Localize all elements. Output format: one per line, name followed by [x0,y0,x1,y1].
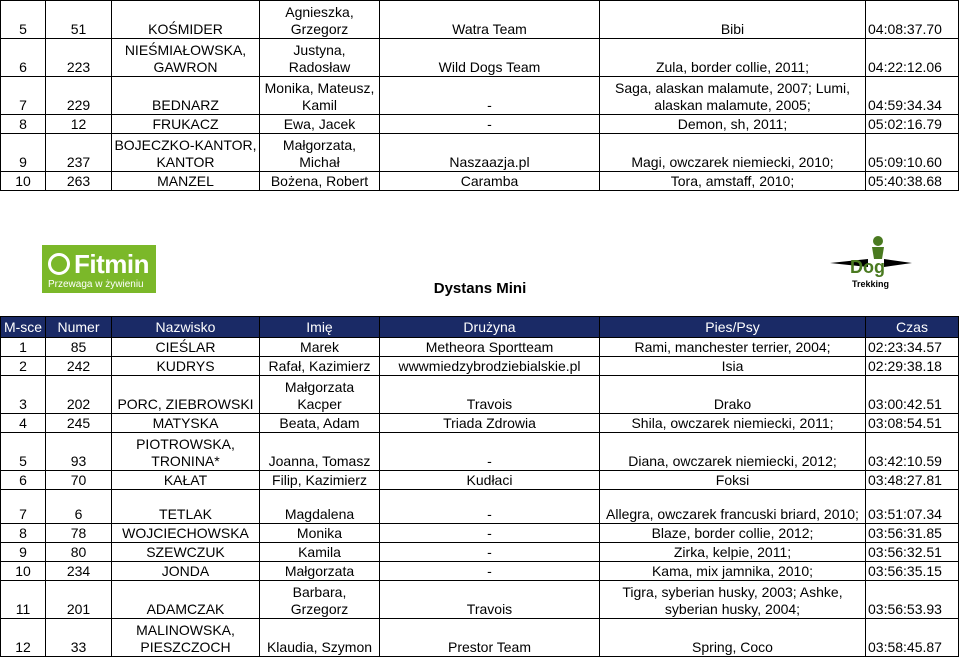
cell-num: 78 [46,524,112,543]
cell-team: - [380,524,600,543]
cell-time: 03:56:31.85 [866,524,959,543]
cell-time: 03:51:07.34 [866,490,959,524]
table-row [1,134,959,172]
cell-name: ADAMCZAK [112,581,260,619]
header-dog: Pies/Psy [600,317,866,338]
header-num: Numer [46,317,112,338]
cell-name: PIOTROWSKA, TRONINA* [112,433,260,471]
cell-dog: Rami, manchester terrier, 2004; [600,338,866,357]
cell-name: NIEŚMIAŁOWSKA, GAWRON [112,39,260,77]
cell-pos: 5 [1,1,46,39]
cell-first: Filip, Kazimierz [260,471,380,490]
cell-name: SZEWCZUK [112,543,260,562]
fitmin-logo-name: Fitmin [74,249,149,279]
cell-time: 04:08:37.70 [866,1,959,39]
cell-dog: Blaze, border collie, 2012; [600,524,866,543]
cell-team: wwwmiedzybrodziebialskie.pl [380,357,600,376]
cell-num: 223 [46,39,112,77]
cell-name: MALINOWSKA, PIESZCZOCH [112,619,260,657]
cell-pos: 11 [1,581,46,619]
table-row [1,376,959,414]
dog-logo-name: Dog [850,257,885,277]
cell-dog: Zirka, kelpie, 2011; [600,543,866,562]
cell-first: Małgorzata Kacper [260,376,380,414]
cell-num: 6 [46,490,112,524]
cell-team: Travois [380,581,600,619]
cell-time: 04:22:12.06 [866,39,959,77]
cell-dog: Tigra, syberian husky, 2003; Ashke, syberian husky, 2004; [600,581,866,619]
cell-dog: Zula, border collie, 2011; [600,39,866,77]
cell-pos: 7 [1,77,46,115]
cell-time: 02:23:34.57 [866,338,959,357]
cell-time: 05:02:16.79 [866,115,959,134]
table-row [1,357,959,376]
table-row [1,414,959,433]
cell-team: Metheora Sportteam [380,338,600,357]
cell-dog: Isia [600,357,866,376]
section-title: Dystans Mini [433,280,527,297]
cell-first: Kamila [260,543,380,562]
table-row [1,1,959,39]
cell-team: - [380,490,600,524]
cell-name: FRUKACZ [112,115,260,134]
cell-time: 03:08:54.51 [866,414,959,433]
cell-num: 242 [46,357,112,376]
cell-name: BEDNARZ [112,77,260,115]
cell-dog: Diana, owczarek niemiecki, 2012; [600,433,866,471]
cell-team: Travois [380,376,600,414]
cell-dog: Tora, amstaff, 2010; [600,172,866,191]
cell-first: Justyna, Radosław [260,39,380,77]
cell-team: Naszaazja.pl [380,134,600,172]
table-row [1,77,959,115]
table-row [1,433,959,471]
table-row [1,338,959,357]
cell-dog: Demon, sh, 2011; [600,115,866,134]
cell-team: - [380,77,600,115]
cell-dog: Foksi [600,471,866,490]
cell-name: MATYSKA [112,414,260,433]
cell-name: KOŚMIDER [112,1,260,39]
cell-first: Barbara, Grzegorz [260,581,380,619]
cell-time: 03:56:53.93 [866,581,959,619]
cell-team: - [380,543,600,562]
cell-team: Wild Dogs Team [380,39,600,77]
fitmin-logo-tagline: Przewaga w żywieniu [48,279,144,290]
cell-team: - [380,562,600,581]
cell-first: Monika [260,524,380,543]
cell-first: Agnieszka, Grzegorz [260,1,380,39]
cell-team: Watra Team [380,1,600,39]
cell-time: 03:56:35.15 [866,562,959,581]
cell-num: 229 [46,77,112,115]
header-row [1,317,959,338]
cell-team: Prestor Team [380,619,600,657]
table-row [1,172,959,191]
header-time: Czas [866,317,959,338]
cell-dog: Allegra, owczarek francuski briard, 2010; [600,490,866,524]
cell-pos: 7 [1,490,46,524]
cell-dog: Bibi [600,1,866,39]
results-table-top [0,0,959,191]
header-first: Imię [260,317,380,338]
cell-name: TETLAK [112,490,260,524]
cell-pos: 8 [1,524,46,543]
cell-name: BOJECZKO-KANTOR, KANTOR [112,134,260,172]
cell-first: Małgorzata, Michał [260,134,380,172]
cell-num: 80 [46,543,112,562]
cell-first: Bożena, Robert [260,172,380,191]
cell-num: 85 [46,338,112,357]
cell-pos: 5 [1,433,46,471]
cell-first: Małgorzata [260,562,380,581]
cell-num: 12 [46,115,112,134]
cell-name: MANZEL [112,172,260,191]
cell-first: Rafał, Kazimierz [260,357,380,376]
cell-name: JONDA [112,562,260,581]
table-row [1,471,959,490]
cell-pos: 1 [1,338,46,357]
table-row [1,524,959,543]
cell-dog: Saga, alaskan malamute, 2007; Lumi, alaskan malamute, 2005; [600,77,866,115]
table-row [1,39,959,77]
header-team: Drużyna [380,317,600,338]
header-pos: M-sce [1,317,46,338]
cell-pos: 3 [1,376,46,414]
cell-pos: 9 [1,134,46,172]
cell-time: 05:09:10.60 [866,134,959,172]
cell-first: Beata, Adam [260,414,380,433]
cell-pos: 6 [1,39,46,77]
cell-first: Klaudia, Szymon [260,619,380,657]
cell-team: Caramba [380,172,600,191]
table-row [1,115,959,134]
cell-num: 93 [46,433,112,471]
cell-first: Monika, Mateusz, Kamil [260,77,380,115]
cell-pos: 2 [1,357,46,376]
cell-time: 05:40:38.68 [866,172,959,191]
dog-logo-sub: Trekking [852,279,890,289]
cell-pos: 12 [1,619,46,657]
cell-first: Magdalena [260,490,380,524]
cell-dog: Magi, owczarek niemiecki, 2010; [600,134,866,172]
table-row [1,490,959,524]
cell-dog: Drako [600,376,866,414]
results-table-mini [0,316,959,657]
cell-num: 263 [46,172,112,191]
cell-time: 03:48:27.81 [866,471,959,490]
cell-num: 51 [46,1,112,39]
cell-name: WOJCIECHOWSKA [112,524,260,543]
cell-pos: 10 [1,172,46,191]
table-row [1,562,959,581]
cell-time: 03:58:45.87 [866,619,959,657]
cell-team: Triada Zdrowia [380,414,600,433]
cell-num: 33 [46,619,112,657]
cell-time: 03:56:32.51 [866,543,959,562]
cell-dog: Spring, Coco [600,619,866,657]
cell-dog: Shila, owczarek niemiecki, 2011; [600,414,866,433]
table-row [1,543,959,562]
cell-pos: 4 [1,414,46,433]
cell-pos: 9 [1,543,46,562]
table-row [1,619,959,657]
cell-pos: 6 [1,471,46,490]
cell-num: 202 [46,376,112,414]
cell-first: Marek [260,338,380,357]
cell-team: Kudłaci [380,471,600,490]
cell-num: 245 [46,414,112,433]
cell-name: PORC, ZIEBROWSKI [112,376,260,414]
cell-first: Joanna, Tomasz [260,433,380,471]
cell-first: Ewa, Jacek [260,115,380,134]
cell-num: 201 [46,581,112,619]
cell-num: 237 [46,134,112,172]
cell-time: 04:59:34.34 [866,77,959,115]
cell-name: KAŁAT [112,471,260,490]
cell-pos: 8 [1,115,46,134]
cell-pos: 10 [1,562,46,581]
cell-num: 234 [46,562,112,581]
cell-time: 03:42:10.59 [866,433,959,471]
fitmin-mark-icon [48,253,70,275]
table-row [1,581,959,619]
cell-team: - [380,433,600,471]
cell-dog: Kama, mix jamnika, 2010; [600,562,866,581]
cell-name: CIEŚLAR [112,338,260,357]
cell-num: 70 [46,471,112,490]
header-name: Nazwisko [112,317,260,338]
cell-time: 02:29:38.18 [866,357,959,376]
cell-time: 03:00:42.51 [866,376,959,414]
cell-name: KUDRYS [112,357,260,376]
cell-team: - [380,115,600,134]
